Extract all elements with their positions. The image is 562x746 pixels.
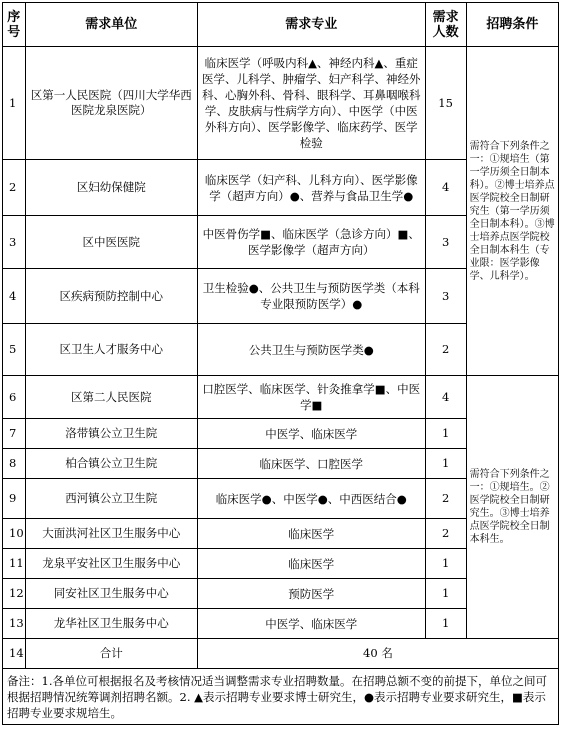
row-unit: 区妇幼保健院 [25,160,197,216]
row-count: 2 [425,479,466,519]
row-specialty: 临床医学 [197,519,425,549]
row-unit: 区疾病预防控制中心 [25,269,197,324]
recruitment-table [2,2,559,725]
row-unit: 区第二人民医院 [25,376,197,419]
total-index: 14 [3,639,26,669]
row-count: 3 [425,216,466,269]
conditions-group-2: 需符合下列条件之一：①规培生。②医学院校全日制研究生。③博士培养点医学院校全日制本科生。 [466,376,558,639]
row-unit: 区卫生人才服务中心 [25,324,197,376]
total-row [3,639,559,669]
row-specialty: 预防医学 [197,579,425,609]
row-specialty: 临床医学、口腔医学 [197,449,425,479]
row-index: 8 [3,449,26,479]
row-index: 3 [3,216,26,269]
row-index: 12 [3,579,26,609]
row-count: 2 [425,519,466,549]
row-unit: 同安社区卫生服务中心 [25,579,197,609]
header-index: 序号 [3,3,26,47]
row-specialty: 临床医学 [197,549,425,579]
row-specialty: 中医学、临床医学 [197,609,425,639]
note-row [3,669,559,725]
row-specialty: 中医学、临床医学 [197,419,425,449]
row-count: 1 [425,419,466,449]
row-index: 13 [3,609,26,639]
total-label: 合计 [25,639,197,669]
header-row [3,3,559,47]
row-unit: 龙泉平安社区卫生服务中心 [25,549,197,579]
row-count: 1 [425,449,466,479]
row-count: 4 [425,160,466,216]
row-specialty: 临床医学（妇产科、儿科方向）、医学影像学（超声方向）●、营养与食品卫生学● [197,160,425,216]
header-count: 需求人数 [425,3,466,47]
row-count: 4 [425,376,466,419]
row-count: 15 [425,47,466,160]
row-index: 9 [3,479,26,519]
total-value: 40 名 [197,639,558,669]
row-index: 11 [3,549,26,579]
row-unit: 洛带镇公立卫生院 [25,419,197,449]
row-unit: 西河镇公立卫生院 [25,479,197,519]
row-specialty: 中医骨伤学■、临床医学（急诊方向）■、医学影像学（超声方向） [197,216,425,269]
table-row [3,376,559,419]
row-count: 3 [425,269,466,324]
row-count: 1 [425,549,466,579]
row-count: 1 [425,579,466,609]
row-index: 1 [3,47,26,160]
conditions-group-1: 需符合下列条件之一：①规培生（第一学历须全日制本科）。②博士培养点医学院校全日制研究生（第一学历须全日制本科）。③博士培养点医学院校全日制本科生（专业限：医学影像学、儿科学）。 [466,47,558,376]
row-unit: 大面洪河社区卫生服务中心 [25,519,197,549]
row-specialty: 卫生检验●、公共卫生与预防医学类（本科专业限预防医学）● [197,269,425,324]
row-specialty: 临床医学●、中医学●、中西医结合● [197,479,425,519]
row-count: 2 [425,324,466,376]
header-specialty: 需求专业 [197,3,425,47]
header-conditions: 招聘条件 [466,3,558,47]
row-specialty: 公共卫生与预防医学类● [197,324,425,376]
row-specialty: 口腔医学、临床医学、针灸推拿学■、中医学■ [197,376,425,419]
table-note: 备注：1.各单位可根据报名及考核情况适当调整需求专业招聘数量。在招聘总额不变的前提下，单位之间可根据招聘情况统筹调剂招聘名额。2. ▲表示招聘专业要求博士研究生，●表示招聘专业要求研究生，■表示招聘专业要求规培生。 [3,669,559,725]
row-index: 2 [3,160,26,216]
row-index: 10 [3,519,26,549]
row-unit: 龙华社区卫生服务中心 [25,609,197,639]
row-index: 7 [3,419,26,449]
header-unit: 需求单位 [25,3,197,47]
row-specialty: 临床医学（呼吸内科▲、神经内科▲、重症医学、儿科学、肿瘤学、妇产科学、神经外科、心胸外科、骨科、眼科学、耳鼻咽喉科学、皮肤病与性病学方向）、中医学（中医外科方向）、医学影像学、临床药学、医学检验 [197,47,425,160]
table-row [3,47,559,160]
row-unit: 区第一人民医院（四川大学华西医院龙泉医院） [25,47,197,160]
row-index: 5 [3,324,26,376]
row-unit: 柏合镇公立卫生院 [25,449,197,479]
row-index: 6 [3,376,26,419]
row-unit: 区中医医院 [25,216,197,269]
row-count: 1 [425,609,466,639]
row-index: 4 [3,269,26,324]
